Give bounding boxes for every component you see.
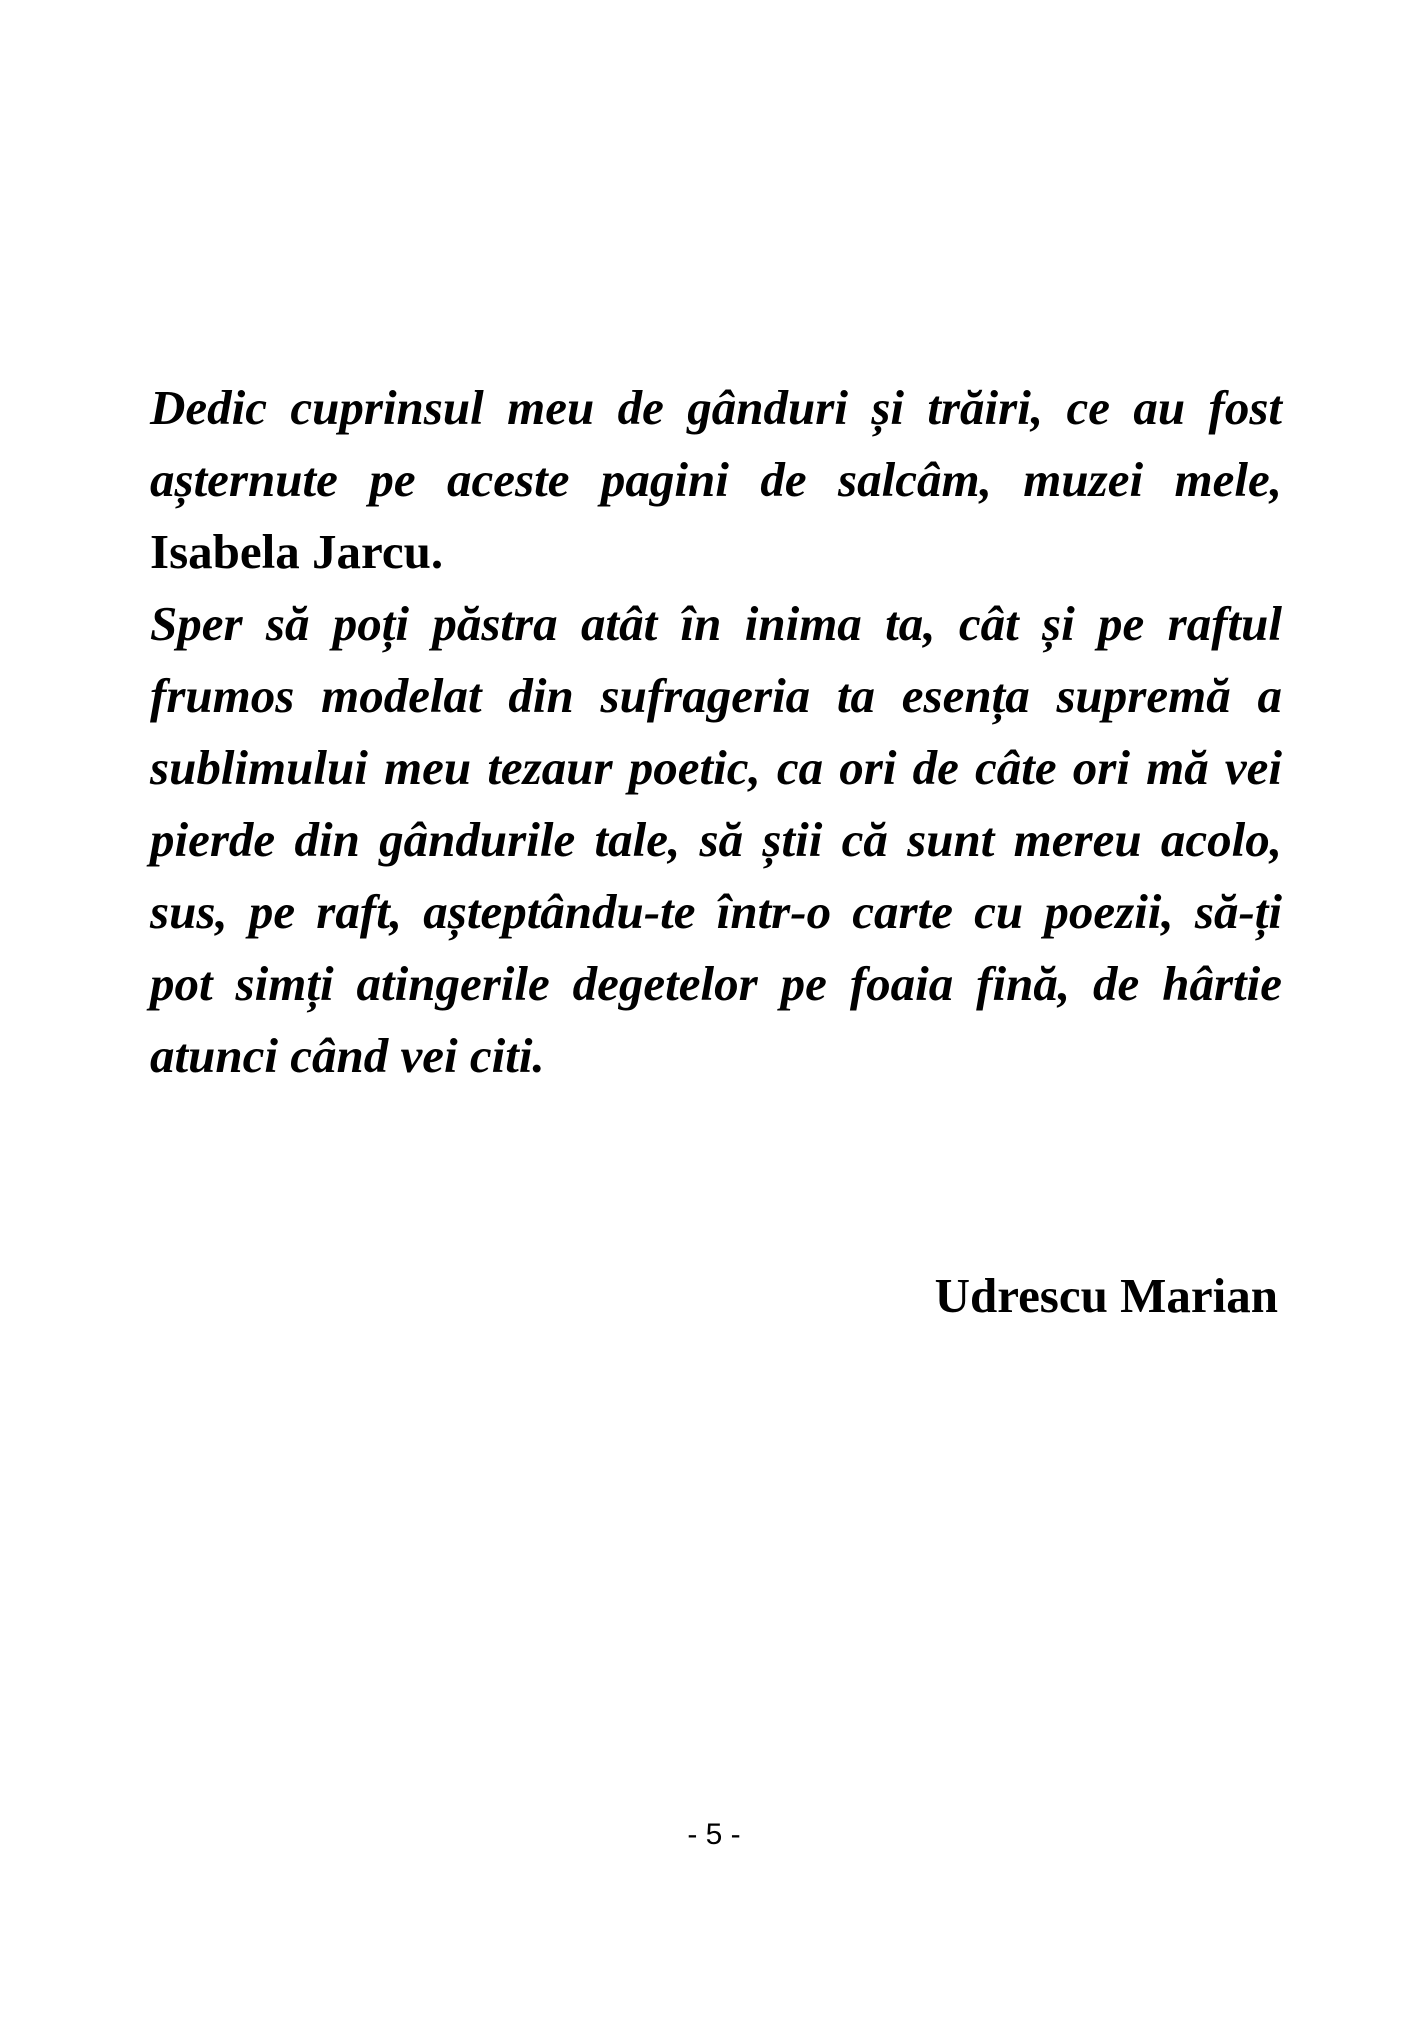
muse-name: Isabela Jarcu. [150,524,444,579]
dedication-text [150,372,1282,1092]
dedication-paragraph-2: Sper să poți păstra atât în inima ta, cât și pe raftul frumos modelat din sufrageria ta esența supremă a sublimului meu tezaur poetic, ca ori de câte ori mă vei pierde din gândurile tale, să știi că sunt mereu acolo, sus, pe raft, așteptându-te într-o carte cu poezii, să-ți pot simți atingerile degetelor pe foaia fină, de hârtie atunci când vei citi. [150,596,1282,1083]
dedication-paragraph-1 [150,372,1282,588]
author-signature: Udrescu Marian [934,1268,1278,1323]
dedication-italic-text: Dedic cuprinsul meu de gânduri și trăiri, ce au fost așternute pe aceste pagini de salcâm, muzei mele, [150,380,1282,507]
page-number: - 5 - [687,1818,741,1851]
